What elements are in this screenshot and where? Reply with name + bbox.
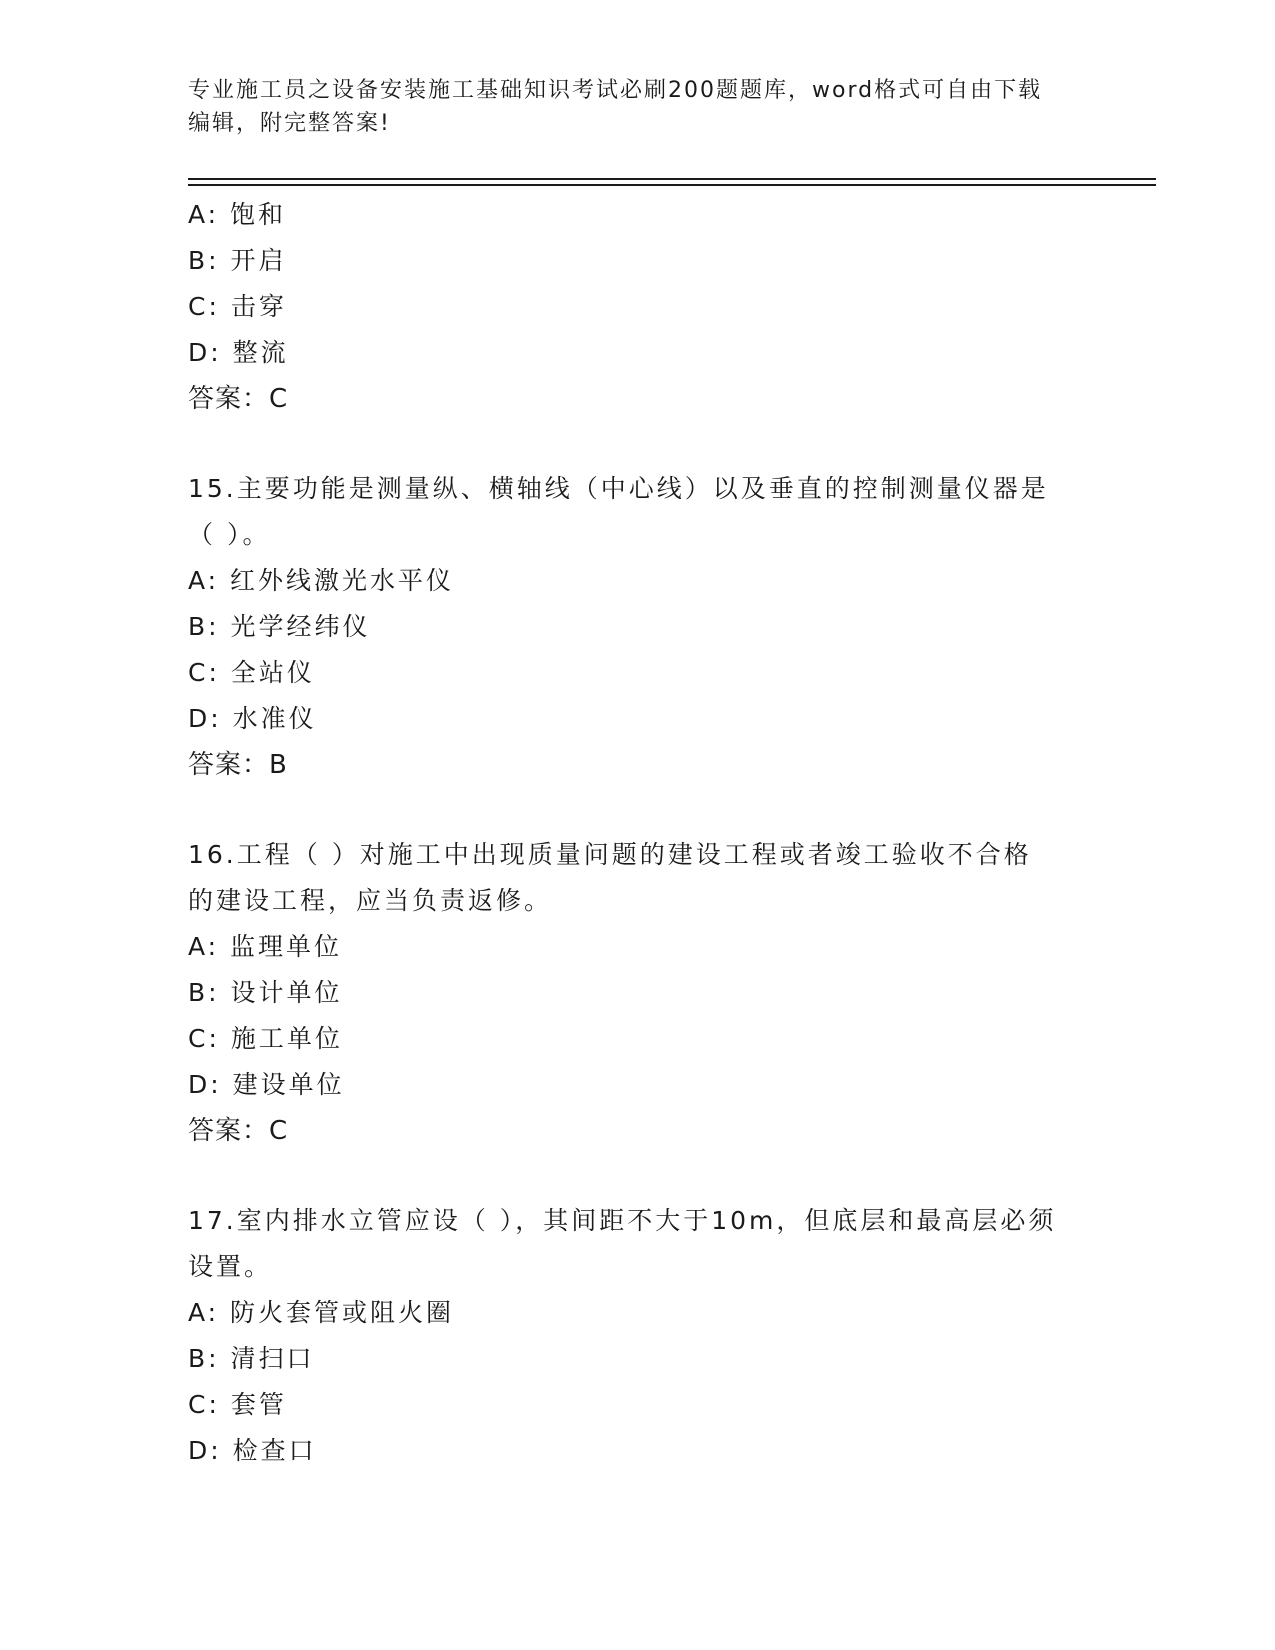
question-stem-line-1: 16.工程（ ）对施工中出现质量问题的建设工程或者竣工验收不合格 xyxy=(188,840,1032,869)
answer-line: 答案：B xyxy=(188,750,288,780)
option-b: B: 光学经纬仪 xyxy=(188,612,371,641)
header-line-2: 编辑，附完整答案! xyxy=(188,111,391,136)
option-d: D: 水准仪 xyxy=(188,704,317,733)
question-list xyxy=(188,192,1088,1474)
question-17 xyxy=(188,1198,1088,1474)
option-a: A: 红外线激光水平仪 xyxy=(188,566,455,595)
option-b: B: 清扫口 xyxy=(188,1344,315,1373)
question-stem-line-2: （ ）。 xyxy=(188,520,271,549)
option-a: A: 监理单位 xyxy=(188,932,343,961)
question-stem-line-1: 15.主要功能是测量纵、横轴线（中心线）以及垂直的控制测量仪器是 xyxy=(188,474,1049,503)
header-line-1: 专业施工员之设备安装施工基础知识考试必刷200题题库，word格式可自由下载 xyxy=(188,78,1043,103)
option-d: D: 检查口 xyxy=(188,1436,317,1465)
question-14-continued xyxy=(188,192,1088,422)
option-b: B: 设计单位 xyxy=(188,978,343,1007)
option-d: D: 建设单位 xyxy=(188,1070,345,1099)
question-stem-line-1: 17.室内排水立管应设（ ），其间距不大于10m，但底层和最高层必须 xyxy=(188,1206,1057,1235)
header-divider-bottom xyxy=(188,184,1156,186)
question-stem-line-2: 的建设工程，应当负责返修。 xyxy=(188,886,553,915)
option-d: D: 整流 xyxy=(188,338,289,367)
answer-line: 答案：C xyxy=(188,1116,289,1146)
option-c: C: 施工单位 xyxy=(188,1024,343,1053)
answer-line: 答案：C xyxy=(188,384,289,414)
option-c: C: 击穿 xyxy=(188,292,287,321)
option-c: C: 全站仪 xyxy=(188,658,315,687)
header-divider-top xyxy=(188,178,1156,180)
question-16 xyxy=(188,832,1088,1154)
question-stem-line-2: 设置。 xyxy=(188,1252,273,1281)
option-c: C: 套管 xyxy=(188,1390,287,1419)
option-a: A: 防火套管或阻火圈 xyxy=(188,1298,455,1327)
document-header xyxy=(188,74,1088,140)
option-b: B: 开启 xyxy=(188,246,287,275)
option-a: A: 饱和 xyxy=(188,200,287,229)
question-15 xyxy=(188,466,1088,788)
